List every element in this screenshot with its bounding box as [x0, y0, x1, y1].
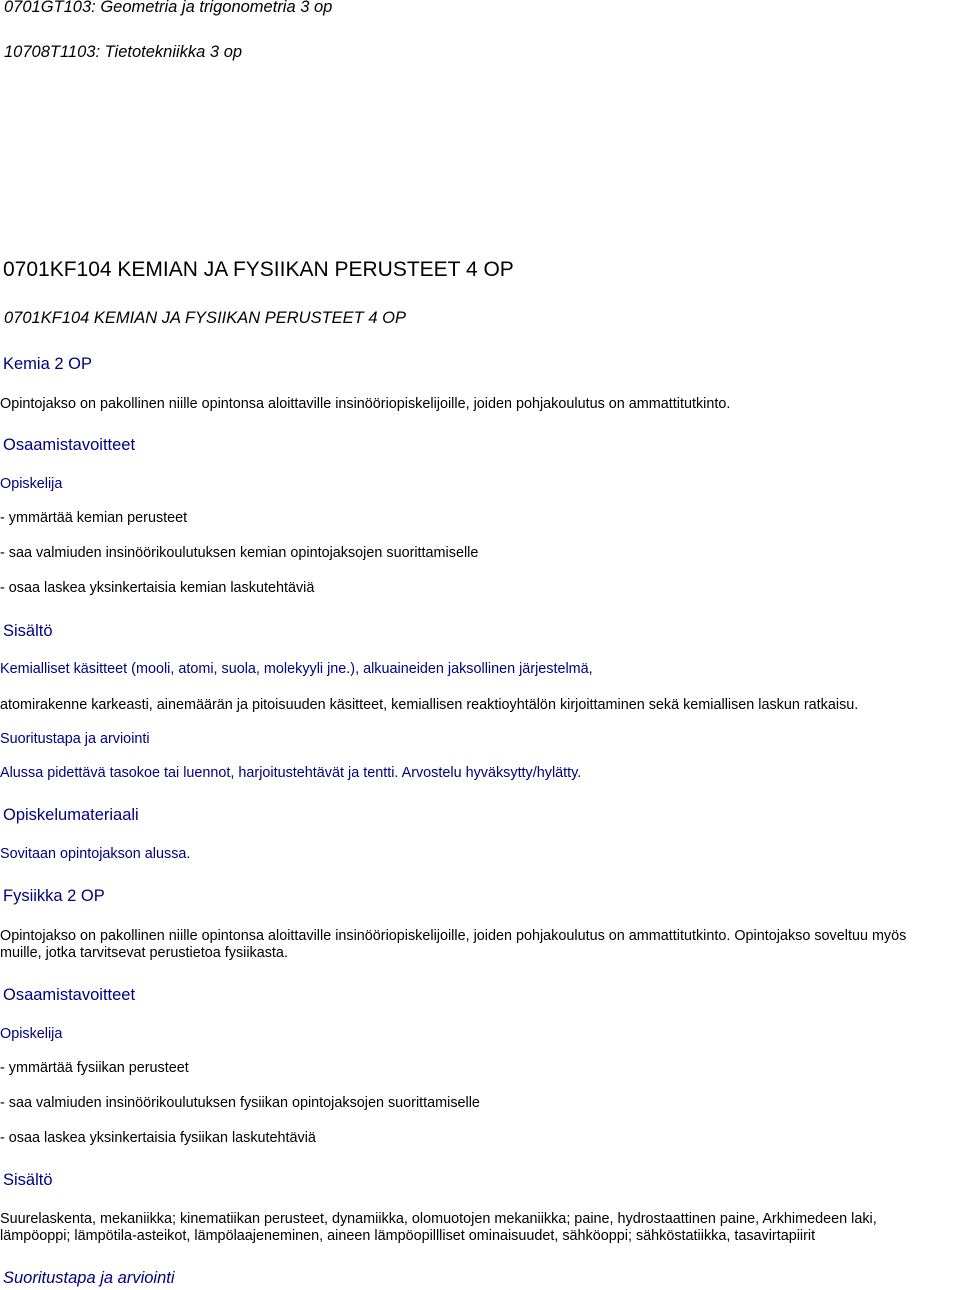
fysiikka-goal-item: - osaa laskea yksinkertaisia fysiikan laskutehtäviä — [0, 1130, 316, 1146]
fysiikka-content-heading: Sisältö — [3, 1171, 53, 1189]
fysiikka-intro-line: muille, jotka tarvitsevat perustietoa fysiikasta. — [0, 945, 288, 961]
kemia-assessment-heading: Suoritustapa ja arviointi — [0, 731, 150, 747]
kemia-assessment-text: Alussa pidettävä tasokoe tai luennot, harjoitustehtävät ja tentti. Arvostelu hyväksytty/hylätty. — [0, 765, 582, 781]
fysiikka-goal-item: - saa valmiuden insinöörikoulutuksen fysiikan opintojaksojen suorittamiselle — [0, 1095, 480, 1111]
course-line-tietotekniikka: 10708T1103: Tietotekniikka 3 op — [4, 43, 243, 61]
fysiikka-goal-item: - ymmärtää fysiikan perusteet — [0, 1060, 189, 1076]
fysiikka-heading: Fysiikka 2 OP — [3, 887, 105, 905]
kemia-material-heading: Opiskelumateriaali — [3, 806, 139, 824]
kemia-student-label: Opiskelija — [0, 476, 63, 492]
kemia-heading: Kemia 2 OP — [3, 355, 92, 373]
kemia-content-line: Kemialliset käsitteet (mooli, atomi, suola, molekyyli jne.), alkuaineiden jaksollinen järjestelmä, — [0, 661, 593, 677]
kemia-content-line: atomirakenne karkeasti, ainemäärän ja pitoisuuden käsitteet, kemiallisen reaktioyhtälön kirjoittaminen sekä kemiallisen laskun ratkaisu. — [0, 697, 859, 713]
kemia-goal-item: - saa valmiuden insinöörikoulutuksen kemian opintojaksojen suorittamiselle — [0, 545, 479, 561]
kemia-intro: Opintojakso on pakollinen niille opintonsa aloittaville insinööriopiskelijoille, joiden pohjakoulutus on ammattitutkinto. — [0, 396, 731, 412]
fysiikka-intro-line: Opintojakso on pakollinen niille opintonsa aloittaville insinööriopiskelijoille, joiden pohjakoulutus on ammattitutkinto. Opintojakso soveltuu myös — [0, 928, 907, 944]
kemia-content-heading: Sisältö — [3, 622, 53, 640]
section-title: 0701KF104 KEMIAN JA FYSIIKAN PERUSTEET 4 OP — [3, 258, 514, 281]
fysiikka-student-label: Opiskelija — [0, 1026, 63, 1042]
kemia-goal-item: - osaa laskea yksinkertaisia kemian laskutehtäviä — [0, 580, 315, 596]
kemia-goals-heading: Osaamistavoitteet — [3, 436, 136, 454]
course-line-geometria: 0701GT103: Geometria ja trigonometria 3 op — [4, 0, 333, 16]
fysiikka-content-line: Suurelaskenta, mekaniikka; kinematiikan perusteet, dynamiikka, olomuotojen mekaniikka; paine, hydrostaattinen paine, Arkhimedeen laki, — [0, 1211, 877, 1227]
kemia-goal-item: - ymmärtää kemian perusteet — [0, 510, 188, 526]
section-subtitle: 0701KF104 KEMIAN JA FYSIIKAN PERUSTEET 4 OP — [4, 309, 406, 327]
fysiikka-content-line: lämpöoppi; lämpötila-asteikot, lämpölaajeneminen, aineen lämpöopillliset ominaisuudet, sähköoppi; sähköstatiikka, tasavirtapiirit — [0, 1228, 816, 1244]
fysiikka-assessment-heading: Suoritustapa ja arviointi — [3, 1269, 175, 1287]
fysiikka-goals-heading: Osaamistavoitteet — [3, 986, 136, 1004]
kemia-material-text: Sovitaan opintojakson alussa. — [0, 846, 191, 862]
